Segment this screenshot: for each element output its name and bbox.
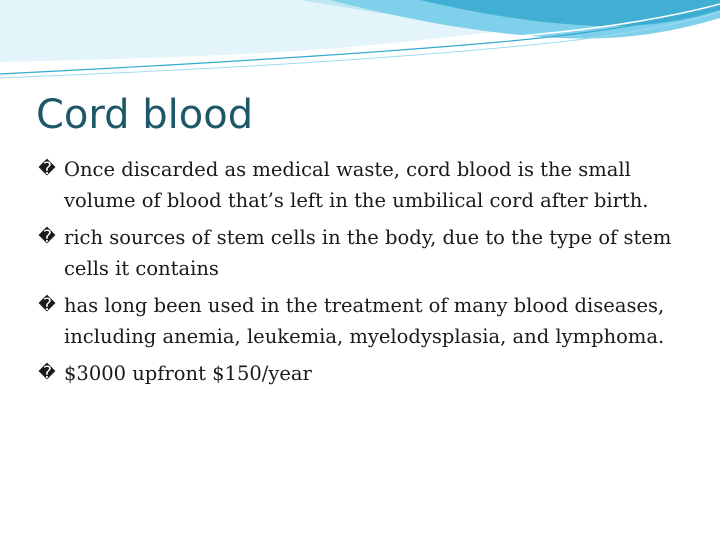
- bullet-marker-icon: �: [38, 159, 56, 179]
- bullet-item: [36, 290, 696, 352]
- bullet-item: [36, 154, 696, 216]
- bullet-marker-icon: �: [38, 295, 56, 315]
- bullet-text: Once discarded as medical waste, cord blood is the small volume of blood that’s left in the umbilical cord after birth.: [64, 158, 649, 212]
- bullet-marker-icon: �: [38, 363, 56, 383]
- bullet-text: has long been used in the treatment of many blood diseases, including anemia, leukemia, myelodysplasia, and lymphoma.: [64, 294, 665, 348]
- bullet-text: $3000 upfront $150/year: [64, 362, 312, 385]
- bullet-item: [36, 358, 696, 389]
- bullet-item: [36, 222, 696, 284]
- bullet-text: rich sources of stem cells in the body, due to the type of stem cells it contains: [64, 226, 672, 280]
- slide-title: Cord blood: [36, 92, 254, 138]
- bullet-list: [36, 154, 696, 395]
- bullet-marker-icon: �: [38, 227, 56, 247]
- header-wave-decoration: [0, 0, 720, 90]
